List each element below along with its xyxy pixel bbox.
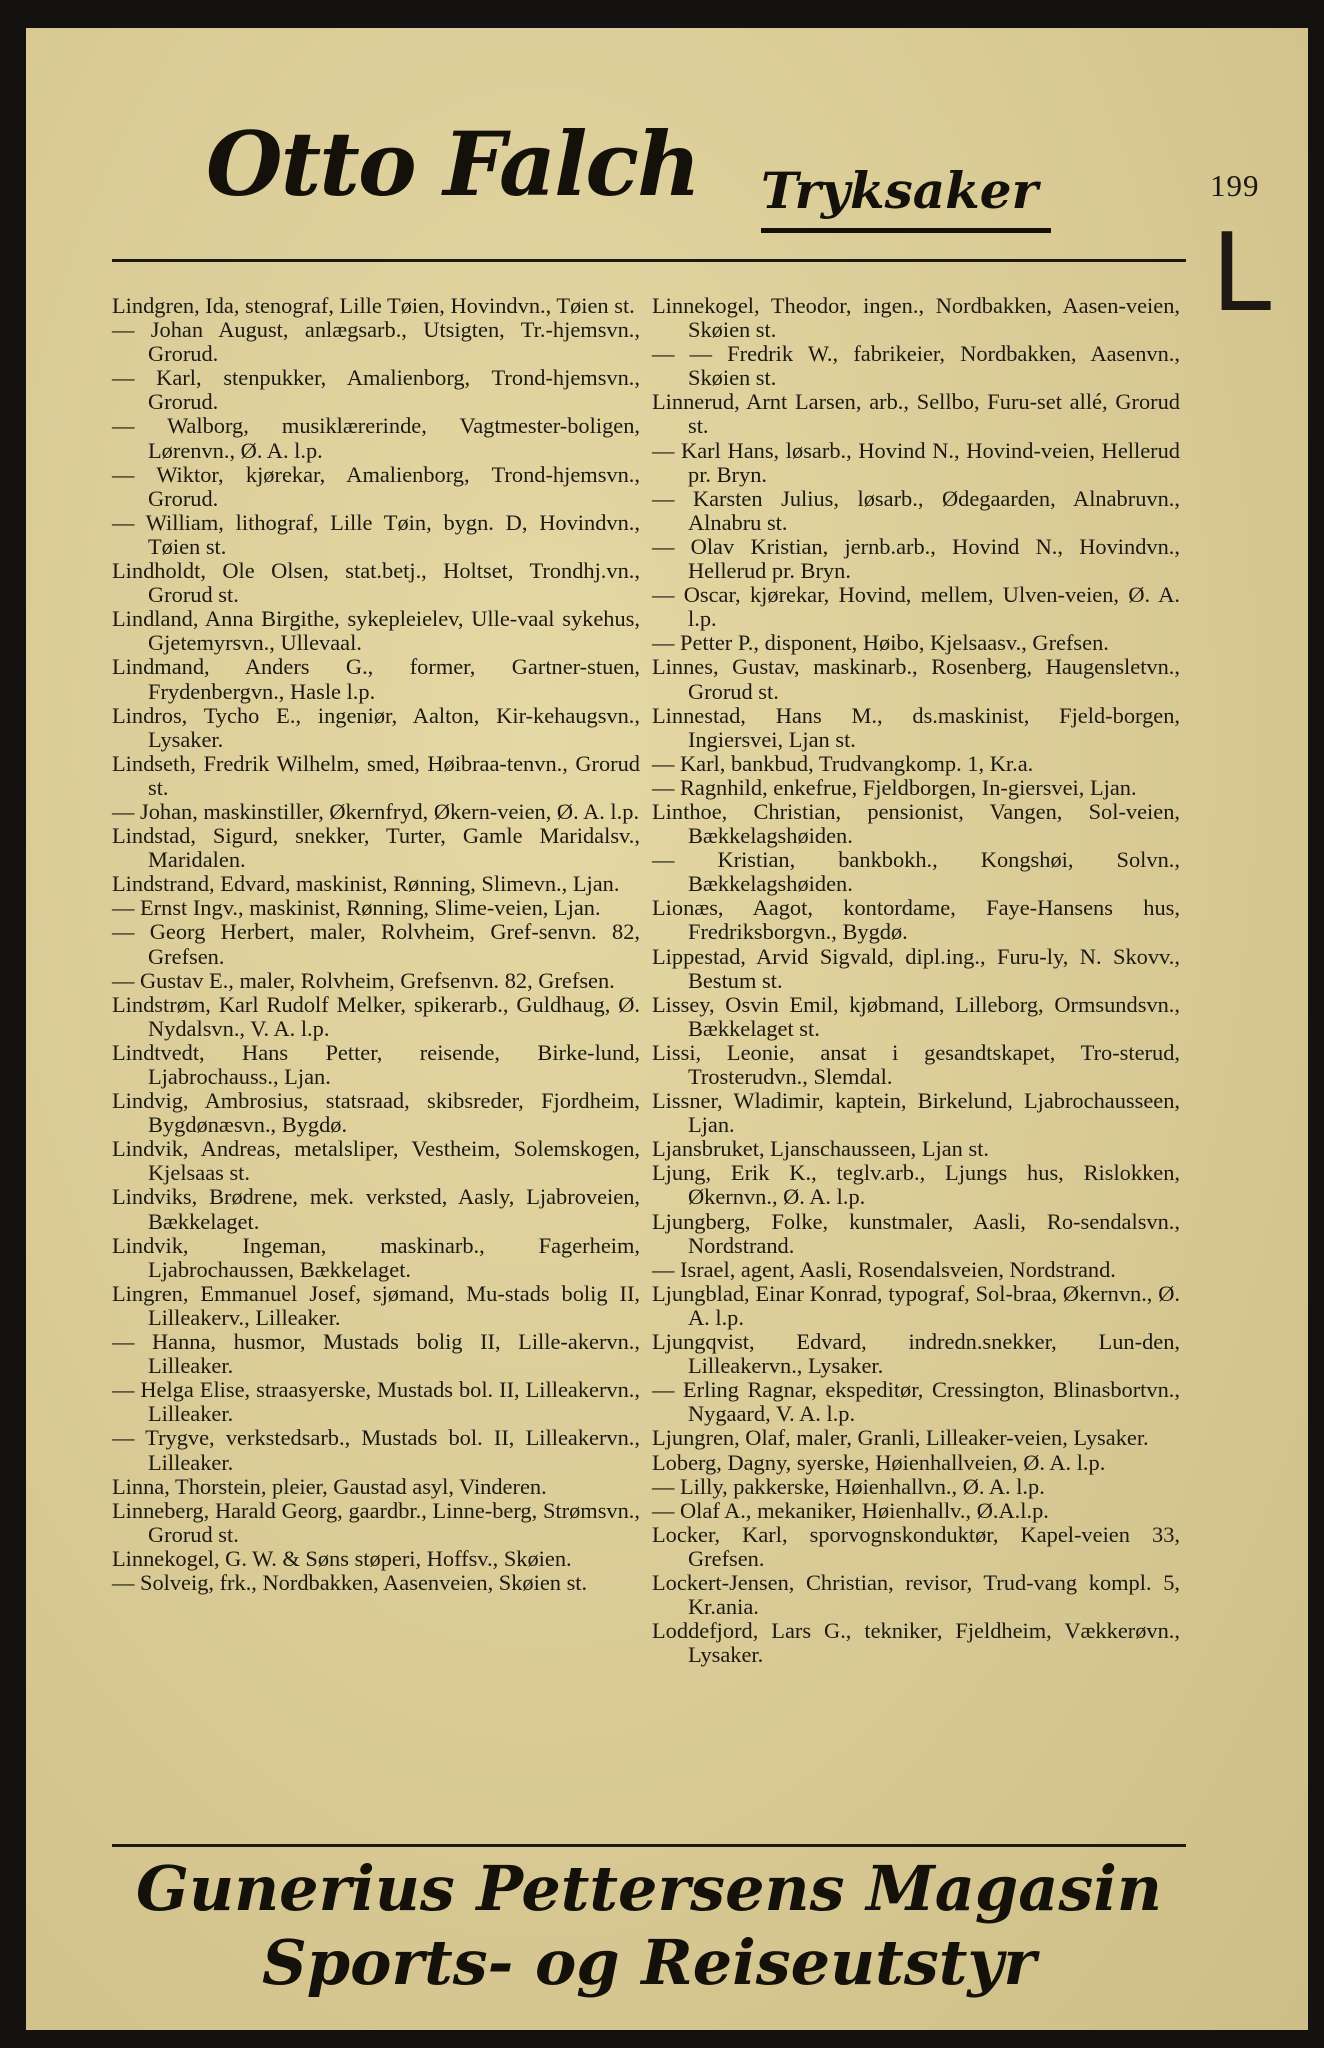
bottom-divider xyxy=(112,1844,1186,1847)
directory-entry: Linneberg, Harald Georg, gaardbr., Linne-berg, Strømsvn., Grorud st. xyxy=(112,1497,640,1547)
directory-entry: Ljansbruket, Ljanschausseen, Ljan st. xyxy=(652,1136,990,1162)
directory-entry: — Karl, stenpukker, Amalienborg, Trond-hjemsvn., Grorud. xyxy=(112,365,640,415)
directory-entry: — Georg Herbert, maler, Rolvheim, Gref-senvn. 82, Grefsen. xyxy=(112,919,640,969)
brand-underline xyxy=(761,228,1051,233)
directory-entry: — Johan, maskinstiller, Økernfryd, Økern-veien, Ø. A. l.p. xyxy=(112,798,640,824)
brand-name: Otto Falch xyxy=(206,112,699,216)
directory-entry: Ljung, Erik K., teglv.arb., Ljungs hus, Rislokken, Økernvn., Ø. A. l.p. xyxy=(652,1160,1180,1210)
directory-entry: Lindtvedt, Hans Petter, reisende, Birke-lund, Ljabrochauss., Ljan. xyxy=(112,1039,640,1089)
directory-entry: — Oscar, kjørekar, Hovind, mellem, Ulven-veien, Ø. A. l.p. xyxy=(652,582,1180,632)
footer-ad-line-2: Sports- og Reiseutstyr xyxy=(261,1926,1037,1999)
directory-entry: Ljungblad, Einar Konrad, typograf, Sol-braa, Økernvn., Ø. A. l.p. xyxy=(652,1280,1180,1330)
directory-entry: — Lilly, pakkerske, Høienhallvn., Ø. A. l.p. xyxy=(652,1473,1045,1499)
directory-entry: Lindseth, Fredrik Wilhelm, smed, Høibraa-tenvn., Grorud st. xyxy=(112,750,640,800)
directory-entry: Linnes, Gustav, maskinarb., Rosenberg, Haugensletvn., Grorud st. xyxy=(652,654,1180,704)
brand-subtitle: Tryksaker xyxy=(761,161,1038,220)
directory-entry: Lindviks, Brødrene, mek. verksted, Aasly, Ljabroveien, Bækkelaget. xyxy=(112,1184,640,1234)
directory-entry: — Karl Hans, løsarb., Hovind N., Hovind-veien, Hellerud pr. Bryn. xyxy=(652,437,1180,487)
directory-entry: Lissner, Wladimir, kaptein, Birkelund, Ljabrochausseen, Ljan. xyxy=(652,1088,1180,1138)
directory-entry: Linnestad, Hans M., ds.maskinist, Fjeld-borgen, Ingiersvei, Ljan st. xyxy=(652,702,1180,752)
directory-page xyxy=(26,28,1308,2030)
directory-entry: — Karl, bankbud, Trudvangkomp. 1, Kr.a. xyxy=(652,750,1034,776)
directory-entry: Lindmand, Anders G., former, Gartner-stuen, Frydenbergvn., Hasle l.p. xyxy=(112,654,640,704)
directory-entry: Lindstrand, Edvard, maskinist, Rønning, Slimevn., Ljan. xyxy=(112,871,620,897)
directory-entry: Lindstrøm, Karl Rudolf Melker, spikerarb., Guldhaug, Ø. Nydalsvn., V. A. l.p. xyxy=(112,991,640,1041)
directory-entry: Lindvik, Ingeman, maskinarb., Fagerheim, Ljabrochaussen, Bækkelaget. xyxy=(112,1232,640,1282)
directory-entry: Linnekogel, G. W. & Søns støperi, Hoffsv., Skøien. xyxy=(112,1545,572,1571)
directory-entry: Ljungberg, Folke, kunstmaler, Aasli, Ro-sendalsvn., Nordstrand. xyxy=(652,1208,1180,1258)
directory-entry: — Hanna, husmor, Mustads bolig II, Lille-akervn., Lilleaker. xyxy=(112,1329,640,1379)
directory-entry: Linna, Thorstein, pleier, Gaustad asyl, Vinderen. xyxy=(112,1473,547,1499)
directory-entry: Linnerud, Arnt Larsen, arb., Sellbo, Furu-set allé, Grorud st. xyxy=(652,389,1180,439)
directory-entry: — Johan August, anlægsarb., Utsigten, Tr.-hjemsvn., Grorud. xyxy=(112,317,640,367)
page-number: 199 xyxy=(1210,168,1260,203)
directory-entry: — Solveig, frk., Nordbakken, Aasenveien, Skøien st. xyxy=(112,1569,588,1595)
directory-entry: Lindros, Tycho E., ingeniør, Aalton, Kir-kehaugsvn., Lysaker. xyxy=(112,702,640,752)
directory-entry: Linnekogel, Theodor, ingen., Nordbakken, Aasen-veien, Skøien st. xyxy=(652,293,1180,343)
directory-entry: — Israel, agent, Aasli, Rosendalsveien, Nordstrand. xyxy=(652,1256,1116,1282)
directory-entry: — Karsten Julius, løsarb., Ødegaarden, Alnabruvn., Alnabru st. xyxy=(652,485,1180,535)
directory-entry: Lindgren, Ida, stenograf, Lille Tøien, Hovindvn., Tøien st. xyxy=(112,293,635,318)
directory-entry: Lindvig, Ambrosius, statsraad, skibsreder, Fjordheim, Bygdønæsvn., Bygdø. xyxy=(112,1088,640,1138)
directory-entry: Lindholdt, Ole Olsen, stat.betj., Holtset, Trondhj.vn., Grorud st. xyxy=(112,558,640,608)
directory-entry: — Olaf A., mekaniker, Høienhallv., Ø.A.l.p. xyxy=(652,1497,1049,1523)
directory-entry: Lissi, Leonie, ansat i gesandtskapet, Tro-sterud, Trosterudvn., Slemdal. xyxy=(652,1039,1180,1089)
section-letter: L xyxy=(1211,211,1272,336)
directory-entry: Loberg, Dagny, syerske, Høienhallveien, Ø. A. l.p. xyxy=(652,1449,1106,1475)
directory-entry: — — Fredrik W., fabrikeier, Nordbakken, Aasenvn., Skøien st. xyxy=(652,341,1180,391)
directory-entry: — Erling Ragnar, ekspeditør, Cressington, Blinasbortvn., Nygaard, V. A. l.p. xyxy=(652,1377,1180,1427)
directory-entry: — Walborg, musiklærerinde, Vagtmester-boligen, Lørenvn., Ø. A. l.p. xyxy=(112,413,640,463)
directory-entry: Loddefjord, Lars G., tekniker, Fjeldheim, Vækkerøvn., Lysaker. xyxy=(652,1618,1180,1668)
footer-ad-line-1: Gunerius Pettersens Magasin xyxy=(136,1852,1162,1925)
directory-entry: Linthoe, Christian, pensionist, Vangen, Sol-veien, Bækkelagshøiden. xyxy=(652,798,1180,849)
directory-entry: Lindvik, Andreas, metalsliper, Vestheim, Solemskogen, Kjelsaas st. xyxy=(112,1136,640,1186)
directory-entry: — Helga Elise, straasyerske, Mustads bol. II, Lilleakervn., Lilleaker. xyxy=(112,1377,640,1427)
directory-entry: — Ragnhild, enkefrue, Fjeldborgen, In-giersvei, Ljan. xyxy=(652,774,1137,800)
directory-entry: — Ernst Ingv., maskinist, Rønning, Slime-veien, Ljan. xyxy=(112,895,601,921)
right-column xyxy=(652,294,1180,1667)
left-column xyxy=(112,294,640,1595)
directory-entry: Lindland, Anna Birgithe, sykepleielev, Ulle-vaal sykehus, Gjetemyrsvn., Ullevaal. xyxy=(112,606,640,656)
directory-entry: Locker, Karl, sporvognskonduktør, Kapel-veien 33, Grefsen. xyxy=(652,1521,1180,1571)
directory-entry: — Kristian, bankbokh., Kongshøi, Solvn., Bækkelagshøiden. xyxy=(652,847,1180,897)
directory-entry: — Petter P., disponent, Høibo, Kjelsaasv., Grefsen. xyxy=(652,630,1109,656)
directory-entry: — William, lithograf, Lille Tøin, bygn. D, Hovindvn., Tøien st. xyxy=(112,509,640,559)
directory-entry: Lissey, Osvin Emil, kjøbmand, Lilleborg, Ormsundsvn., Bækkelaget st. xyxy=(652,991,1180,1041)
directory-entry: Lingren, Emmanuel Josef, sjømand, Mu-stads bolig II, Lilleakerv., Lilleaker. xyxy=(112,1280,640,1330)
directory-entry: Lippestad, Arvid Sigvald, dipl.ing., Furu-ly, N. Skovv., Bestum st. xyxy=(652,943,1180,993)
directory-entry: — Trygve, verkstedsarb., Mustads bol. II, Lilleakervn., Lilleaker. xyxy=(112,1425,640,1475)
directory-entry: Ljungqvist, Edvard, indredn.snekker, Lun-den, Lilleakervn., Lysaker. xyxy=(652,1329,1180,1379)
directory-entry: — Olav Kristian, jernb.arb., Hovind N., Hovindvn., Hellerud pr. Bryn. xyxy=(652,533,1180,584)
directory-entry: — Wiktor, kjørekar, Amalienborg, Trond-hjemsvn., Grorud. xyxy=(112,461,640,511)
top-divider xyxy=(112,259,1186,262)
directory-entry: Lindstad, Sigurd, snekker, Turter, Gamle Maridalsv., Maridalen. xyxy=(112,823,640,873)
directory-entry: Lockert-Jensen, Christian, revisor, Trud-vang kompl. 5, Kr.ania. xyxy=(652,1569,1180,1620)
header-advertisement xyxy=(206,112,1106,240)
directory-entry: Lionæs, Aagot, kontordame, Faye-Hansens hus, Fredriksborgvn., Bygdø. xyxy=(652,895,1180,945)
directory-entry: — Gustav E., maler, Rolvheim, Grefsenvn. 82, Grefsen. xyxy=(112,967,615,993)
directory-entry: Ljungren, Olaf, maler, Granli, Lilleaker-veien, Lysaker. xyxy=(652,1425,1149,1451)
